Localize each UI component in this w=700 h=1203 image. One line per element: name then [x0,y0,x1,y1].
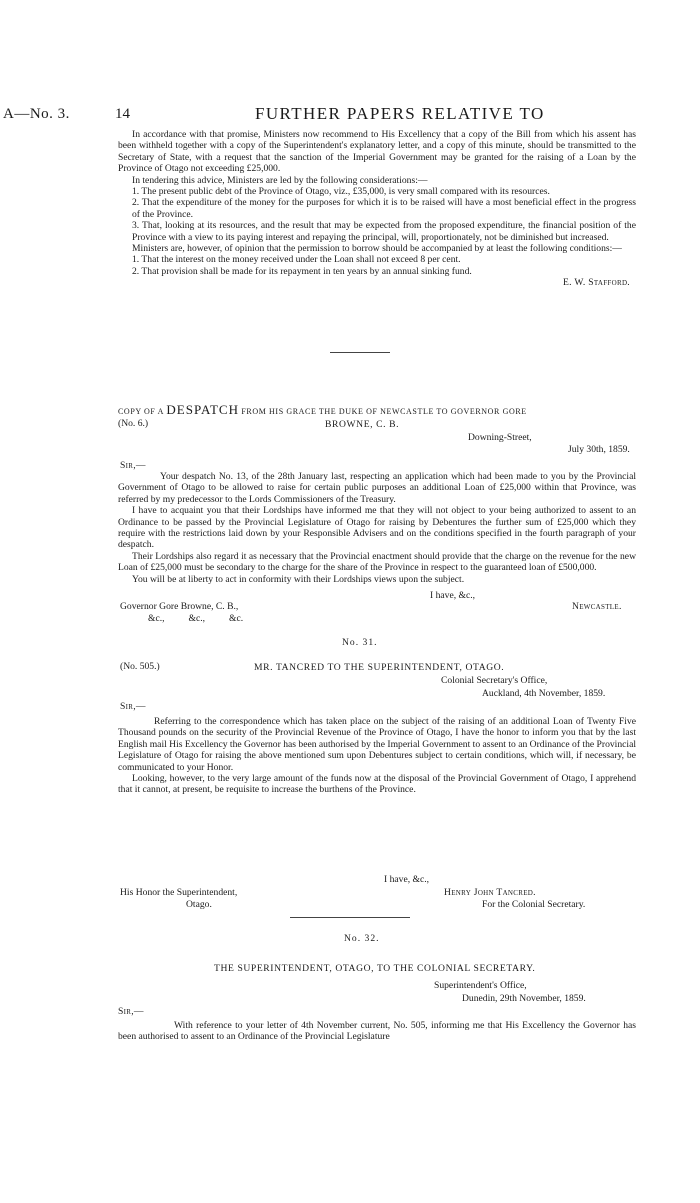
section-divider [290,917,410,918]
despatch-paragraph: Their Lordships also regard it as necessary that the Provincial enactment should provide that the charge on the revenue for the new Loan of £25,000 must be secondary to the charge for the share of the Province in respect to the guaranteed loan of £500,000. [118,550,636,574]
letter-31-paragraph: Looking, however, to the very large amount of the funds now at the disposal of the Provincial Government of Otago, I apprehend that it cannot, at present, be requisite to increase the burthens of the Province. [118,773,636,796]
despatch-paragraph: Your despatch No. 13, of the 28th January last, respecting an application which had been made to you by the Provincial Government of Otago to be allowed to raise for certain public purposes an additional Loan of £25,000 within that Province, was referred by my predecessor to the Lords Commissioners of the Treasury. [118,471,636,505]
despatch-addressee: Governor Gore Browne, C. B., [120,601,239,612]
despatch-heading-prefix: COPY OF A [118,407,165,416]
despatch-date: July 30th, 1859. [568,444,630,455]
minute-paragraph: In tendering this advice, Ministers are led by the following considerations:— [132,174,428,186]
letter-31-ref: (No. 505.) [120,661,160,672]
letter-31-signature-role: For the Colonial Secretary. [482,899,586,910]
consideration-item: 2. That the expenditure of the money for the purposes for which it is to be raised will have a most beneficial effect in the progress of the Province. [132,197,636,220]
minute-paragraph: In accordance with that promise, Ministers now recommend to His Excellency that a copy of the Bill from which his assent has been withheld together with a copy of the Superintendent's explanatory letter, and a copy of this minute, should be transmitted to the Secretary of State, with a request that the sanction of the Imperial Government may be granted for the raising of a Loan by the Province of Otago not exceeding £25,000. [118,129,636,175]
letter-31-paragraph: Referring to the correspondence which has taken place on the subject of the raising of an additional Loan of Twenty Five Thousand pounds on the security of the Provincial Revenue of the Province of Otago, I have the honor to inform you that by the last English mail His Excellency the Governor has been authorised by the Imperial Government to assent to an Ordinance of the Provincial Legislature of Otago for raising the above mentioned sum upon Debentures subject to certain conditions, which will, if necessary, be communicated to your Honor. [118,716,636,773]
despatch-paragraph: I have to acquaint you that their Lordships have informed me that they will not object to your being authorized to assent to an Ordinance to be passed by the Provincial Legislature of Otago for raising by Debentures the further sum of £25,000 which they require with the restrictions laid down by your Responsible Advisers and on the conditions specified in the fourth paragraph of your despatch. [118,505,636,551]
letter-32-office: Superintendent's Office, [434,980,527,991]
despatch-salutation: Sir,— [120,460,146,471]
conditions-intro: Ministers are, however, of opinion that the permission to borrow should be accompanied by at least the following conditions:— [132,243,622,255]
letter-32-salutation: Sir,— [118,1006,144,1017]
letter-31-date: Auckland, 4th November, 1859. [482,688,606,699]
consideration-item: 1. The present public debt of the Province of Otago, viz., £35,000, is very small compared with its resources. [132,186,550,198]
letter-31-signature: Henry John Tancred. [444,887,536,898]
series-label: A—No. 3. [3,106,70,122]
letter-31-addressee-place: Otago. [186,899,212,910]
letter-32-date: Dunedin, 29th November, 1859. [462,993,586,1004]
condition-item: 2. That provision shall be made for its repayment in ten years by an annual sinking fund. [132,265,472,277]
despatch-paragraph: You will be at liberty to act in conformity with their Lordships views upon the subject. [132,573,465,585]
letter-number-32: No. 32. [344,933,380,944]
letter-32-paragraph: With reference to your letter of 4th November current, No. 505, informing me that His Excellency the Governor has been authorised to assent to an Ordinance of the Provincial Legislature [118,1020,636,1043]
despatch-number: (No. 6.) [118,418,149,429]
letter-32-body [118,1020,636,1043]
minute-section [118,129,636,289]
despatch-closing: I have, &c., [430,590,476,601]
despatch-etc: &c., &c., &c. [148,613,244,624]
page-number: 14 [115,106,130,122]
despatch-heading-rest: FROM HIS GRACE THE DUKE OF NEWCASTLE TO GOVERNOR GORE [241,407,527,416]
despatch-body [118,471,636,585]
despatch-heading-line2: BROWNE, C. B. [325,419,400,430]
despatch-heading-main: DESPATCH [166,402,239,417]
page-title: FURTHER PAPERS RELATIVE TO [255,104,545,123]
consideration-item: 3. That, looking at its resources, and the result that may be expected from the proposed expenditure, the financial position of the Province with a view to its paying interest and repaying the principal, will, proportionately, not be diminished but increased. [132,220,636,243]
letter-31-heading: MR. TANCRED TO THE SUPERINTENDENT, OTAGO. [254,662,505,673]
minute-signature: E. W. Stafford. [562,277,630,289]
letter-31-salutation: Sir,— [120,701,146,712]
letter-31-addressee: His Honor the Superintendent, [120,887,238,898]
section-divider [330,352,390,353]
letter-31-closing: I have, &c., [384,874,430,885]
letter-31-office: Colonial Secretary's Office, [441,675,548,686]
despatch-place: Downing-Street, [468,432,532,443]
letter-32-heading: THE SUPERINTENDENT, OTAGO, TO THE COLONIAL SECRETARY. [214,963,536,974]
letter-number-31: No. 31. [342,637,378,648]
letter-31-body [118,716,636,796]
condition-item: 1. That the interest on the money received under the Loan shall not exceed 8 per cent. [132,254,461,266]
despatch-signature: Newcastle. [572,601,622,612]
despatch-heading-line1 [118,402,527,418]
